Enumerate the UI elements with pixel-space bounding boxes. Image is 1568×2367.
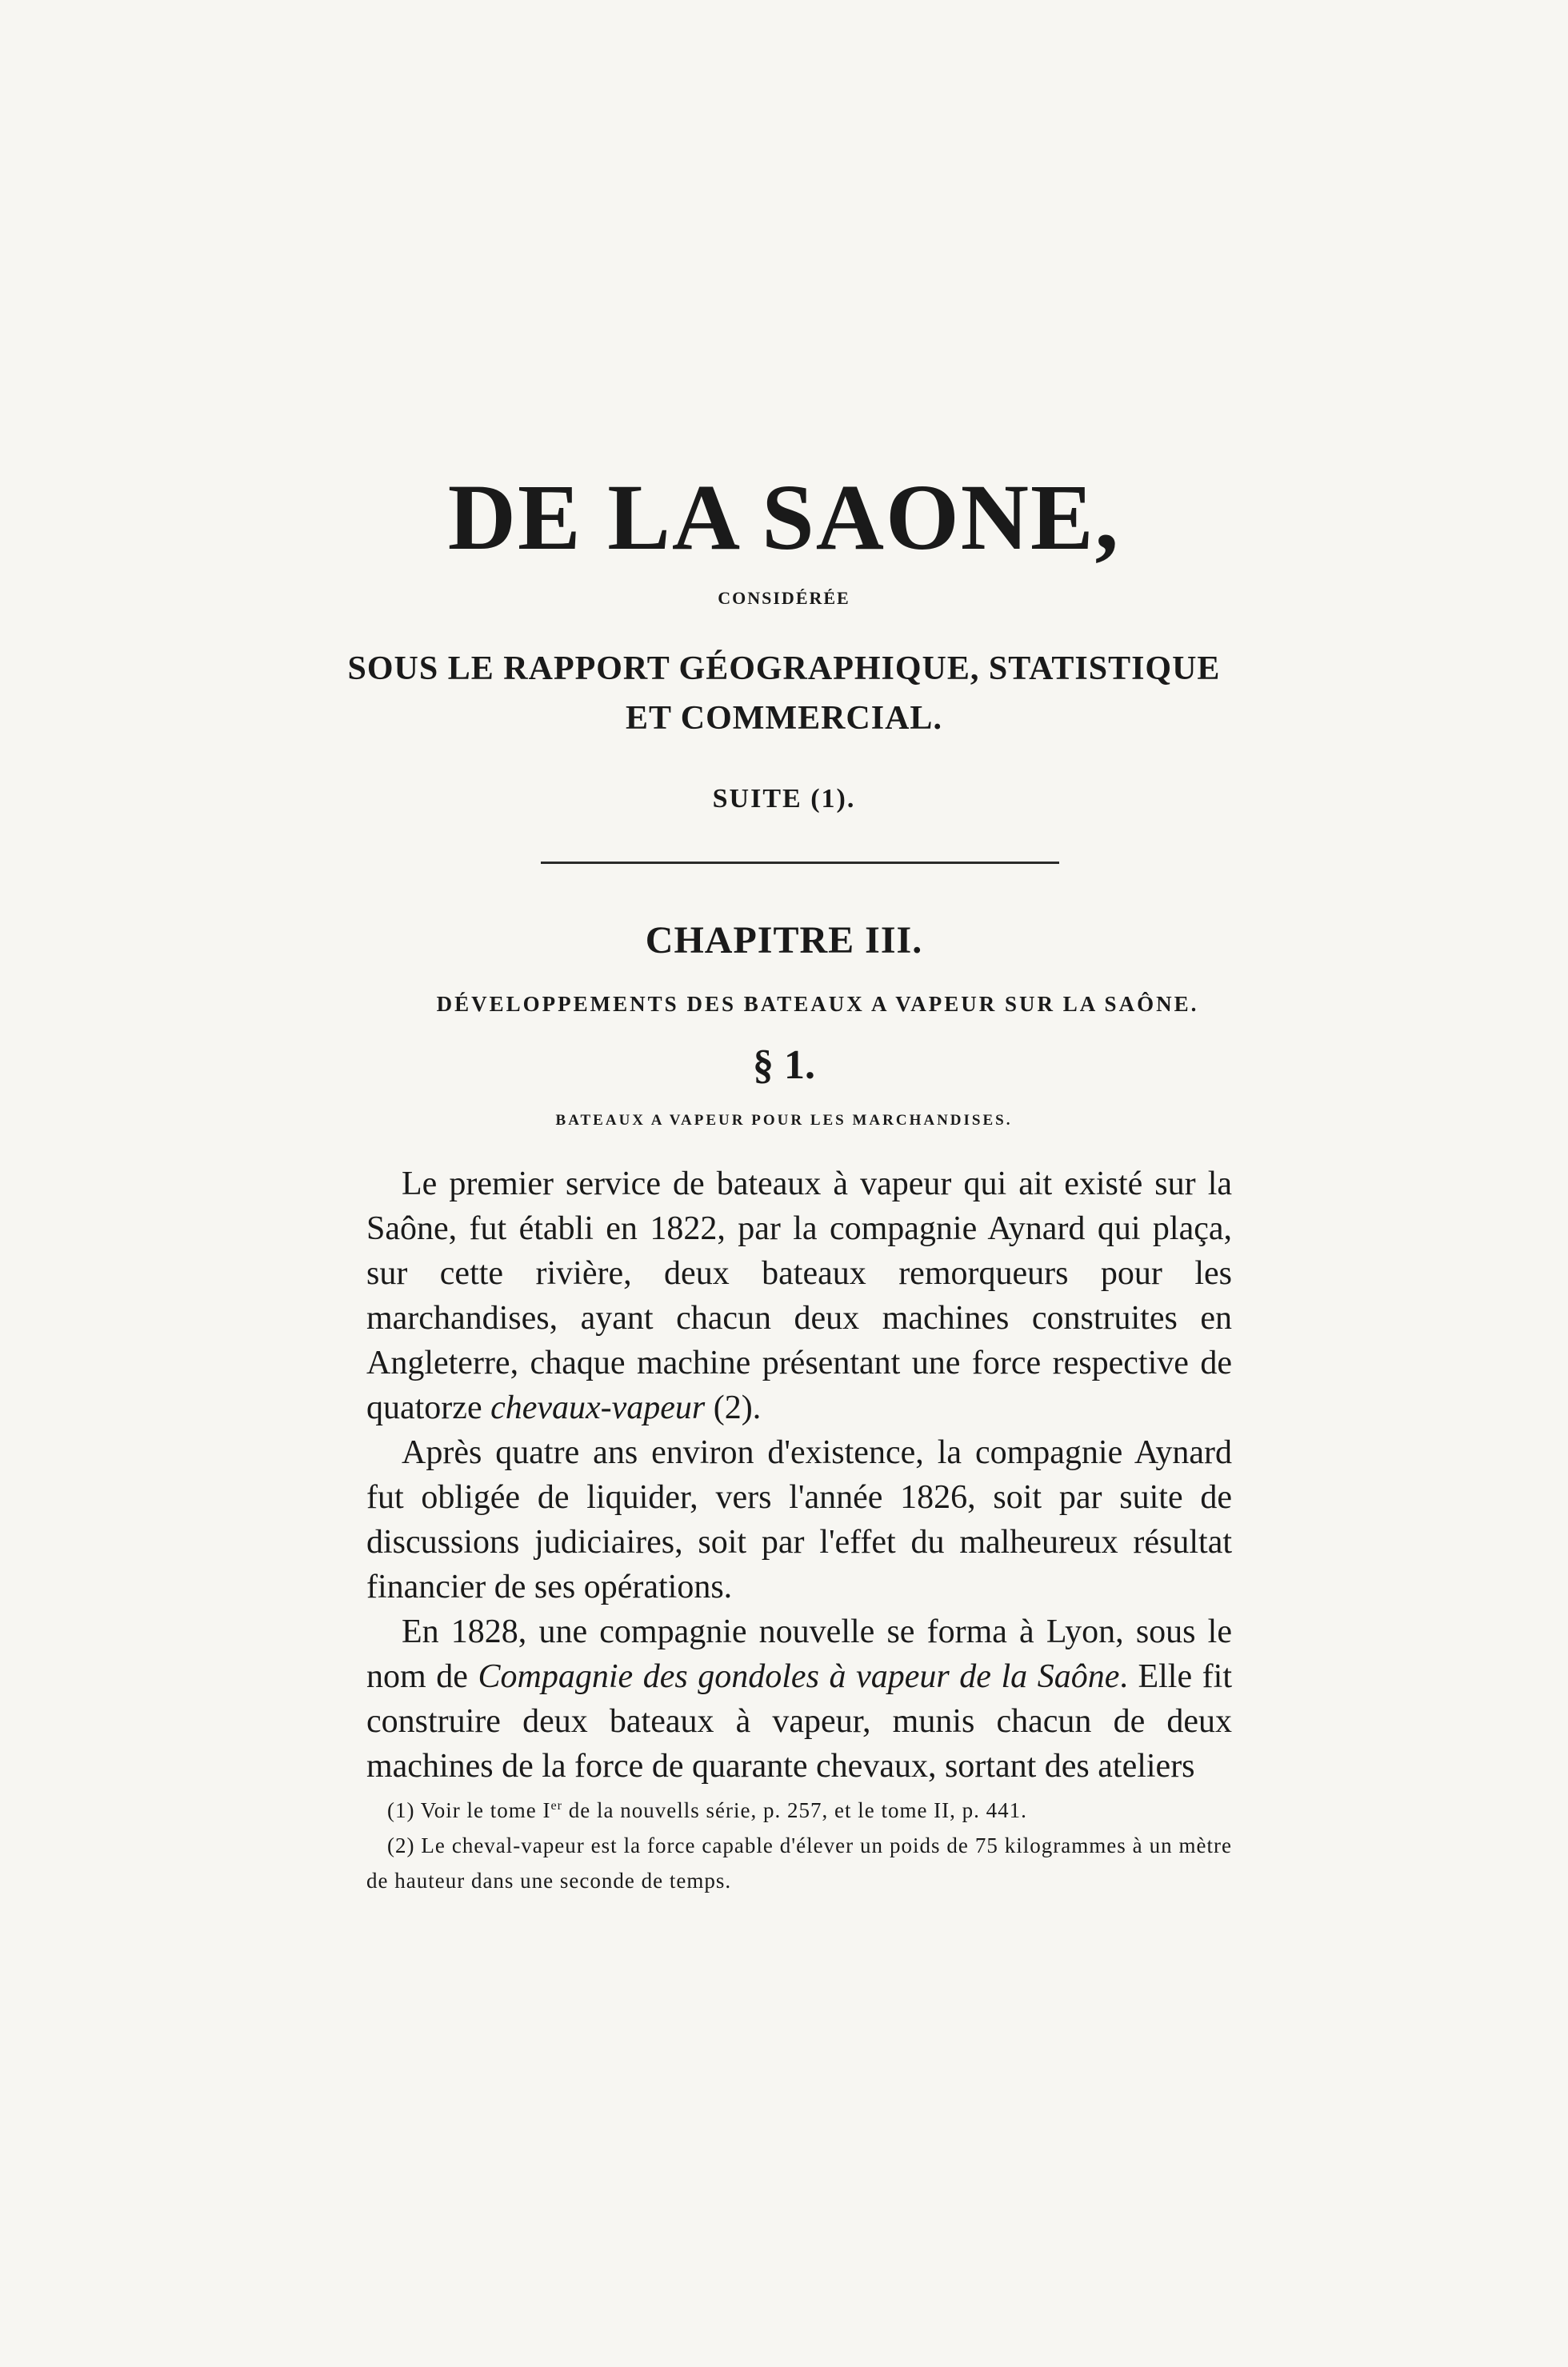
page-title: DE LA SAONE,: [447, 465, 1121, 570]
paragraph-3: [366, 1609, 1232, 1789]
footnote-1-text: (1) Voir le tome I: [387, 1798, 551, 1822]
paragraph-3-italic: Compagnie des gondoles à vapeur de la Saône: [478, 1658, 1120, 1695]
paragraph-1-italic: chevaux-vapeur: [490, 1389, 706, 1426]
body-text: [366, 1162, 1232, 1789]
chapter-title: CHAPITRE III.: [645, 919, 923, 962]
title-qualifier: CONSIDÉRÉE: [718, 588, 850, 608]
divider-rule: [541, 862, 1059, 864]
section-subtitle: BATEAUX A VAPEUR POUR LES MARCHANDISES.: [555, 1112, 1013, 1129]
paragraph-1-end: (2).: [705, 1389, 762, 1426]
subtitle-line-2: ET COMMERCIAL.: [626, 700, 942, 737]
paragraph-3-end: . Elle fit construire deux bateaux à vapeur, munis chacun de deux machines de la force de quarante chevaux, sortant des ateliers: [366, 1658, 1232, 1785]
section-number: § 1.: [753, 1042, 815, 1088]
paragraph-1: [366, 1162, 1232, 1430]
footnotes: [366, 1788, 1232, 1898]
footnote-1-superscript: er: [550, 1798, 563, 1813]
paragraph-1-text: Le premier service de bateaux à vapeur qui ait existé sur la Saône, fut établi en 1822, par la compagnie Aynard qui plaça, sur cette rivière, deux bateaux remorqueurs pour les marchandises, ayant chacun deux machines construites en Angleterre, chaque machine présentant une force respective de quatorze: [366, 1166, 1232, 1426]
subtitle: [0, 644, 1568, 743]
paragraph-3-text: En 1828, une compagnie nouvelle se forma à Lyon, sous le nom de: [366, 1613, 1232, 1695]
footnote-2: (2) Le cheval-vapeur est la force capable d'élever un poids de 75 kilogrammes à un mètre de hauteur dans une seconde de temps.: [366, 1833, 1232, 1893]
paragraph-2: Après quatre ans environ d'existence, la compagnie Aynard fut obligée de liquider, vers l'année 1826, soit par suite de discussions judiciaires, soit par l'effet du malheureux résultat financier de ses opérations.: [366, 1434, 1232, 1605]
subtitle-line-1: SOUS LE RAPPORT GÉOGRAPHIQUE, STATISTIQUE: [347, 650, 1221, 687]
suite-label: SUITE (1).: [712, 784, 856, 814]
footnote-1: [366, 1788, 1232, 1828]
chapter-subtitle: DÉVELOPPEMENTS DES BATEAUX A VAPEUR SUR LA SAÔNE.: [436, 992, 1199, 1016]
footnote-1-end: de la nouvells série, p. 257, et le tome II, p. 441.: [562, 1798, 1027, 1822]
